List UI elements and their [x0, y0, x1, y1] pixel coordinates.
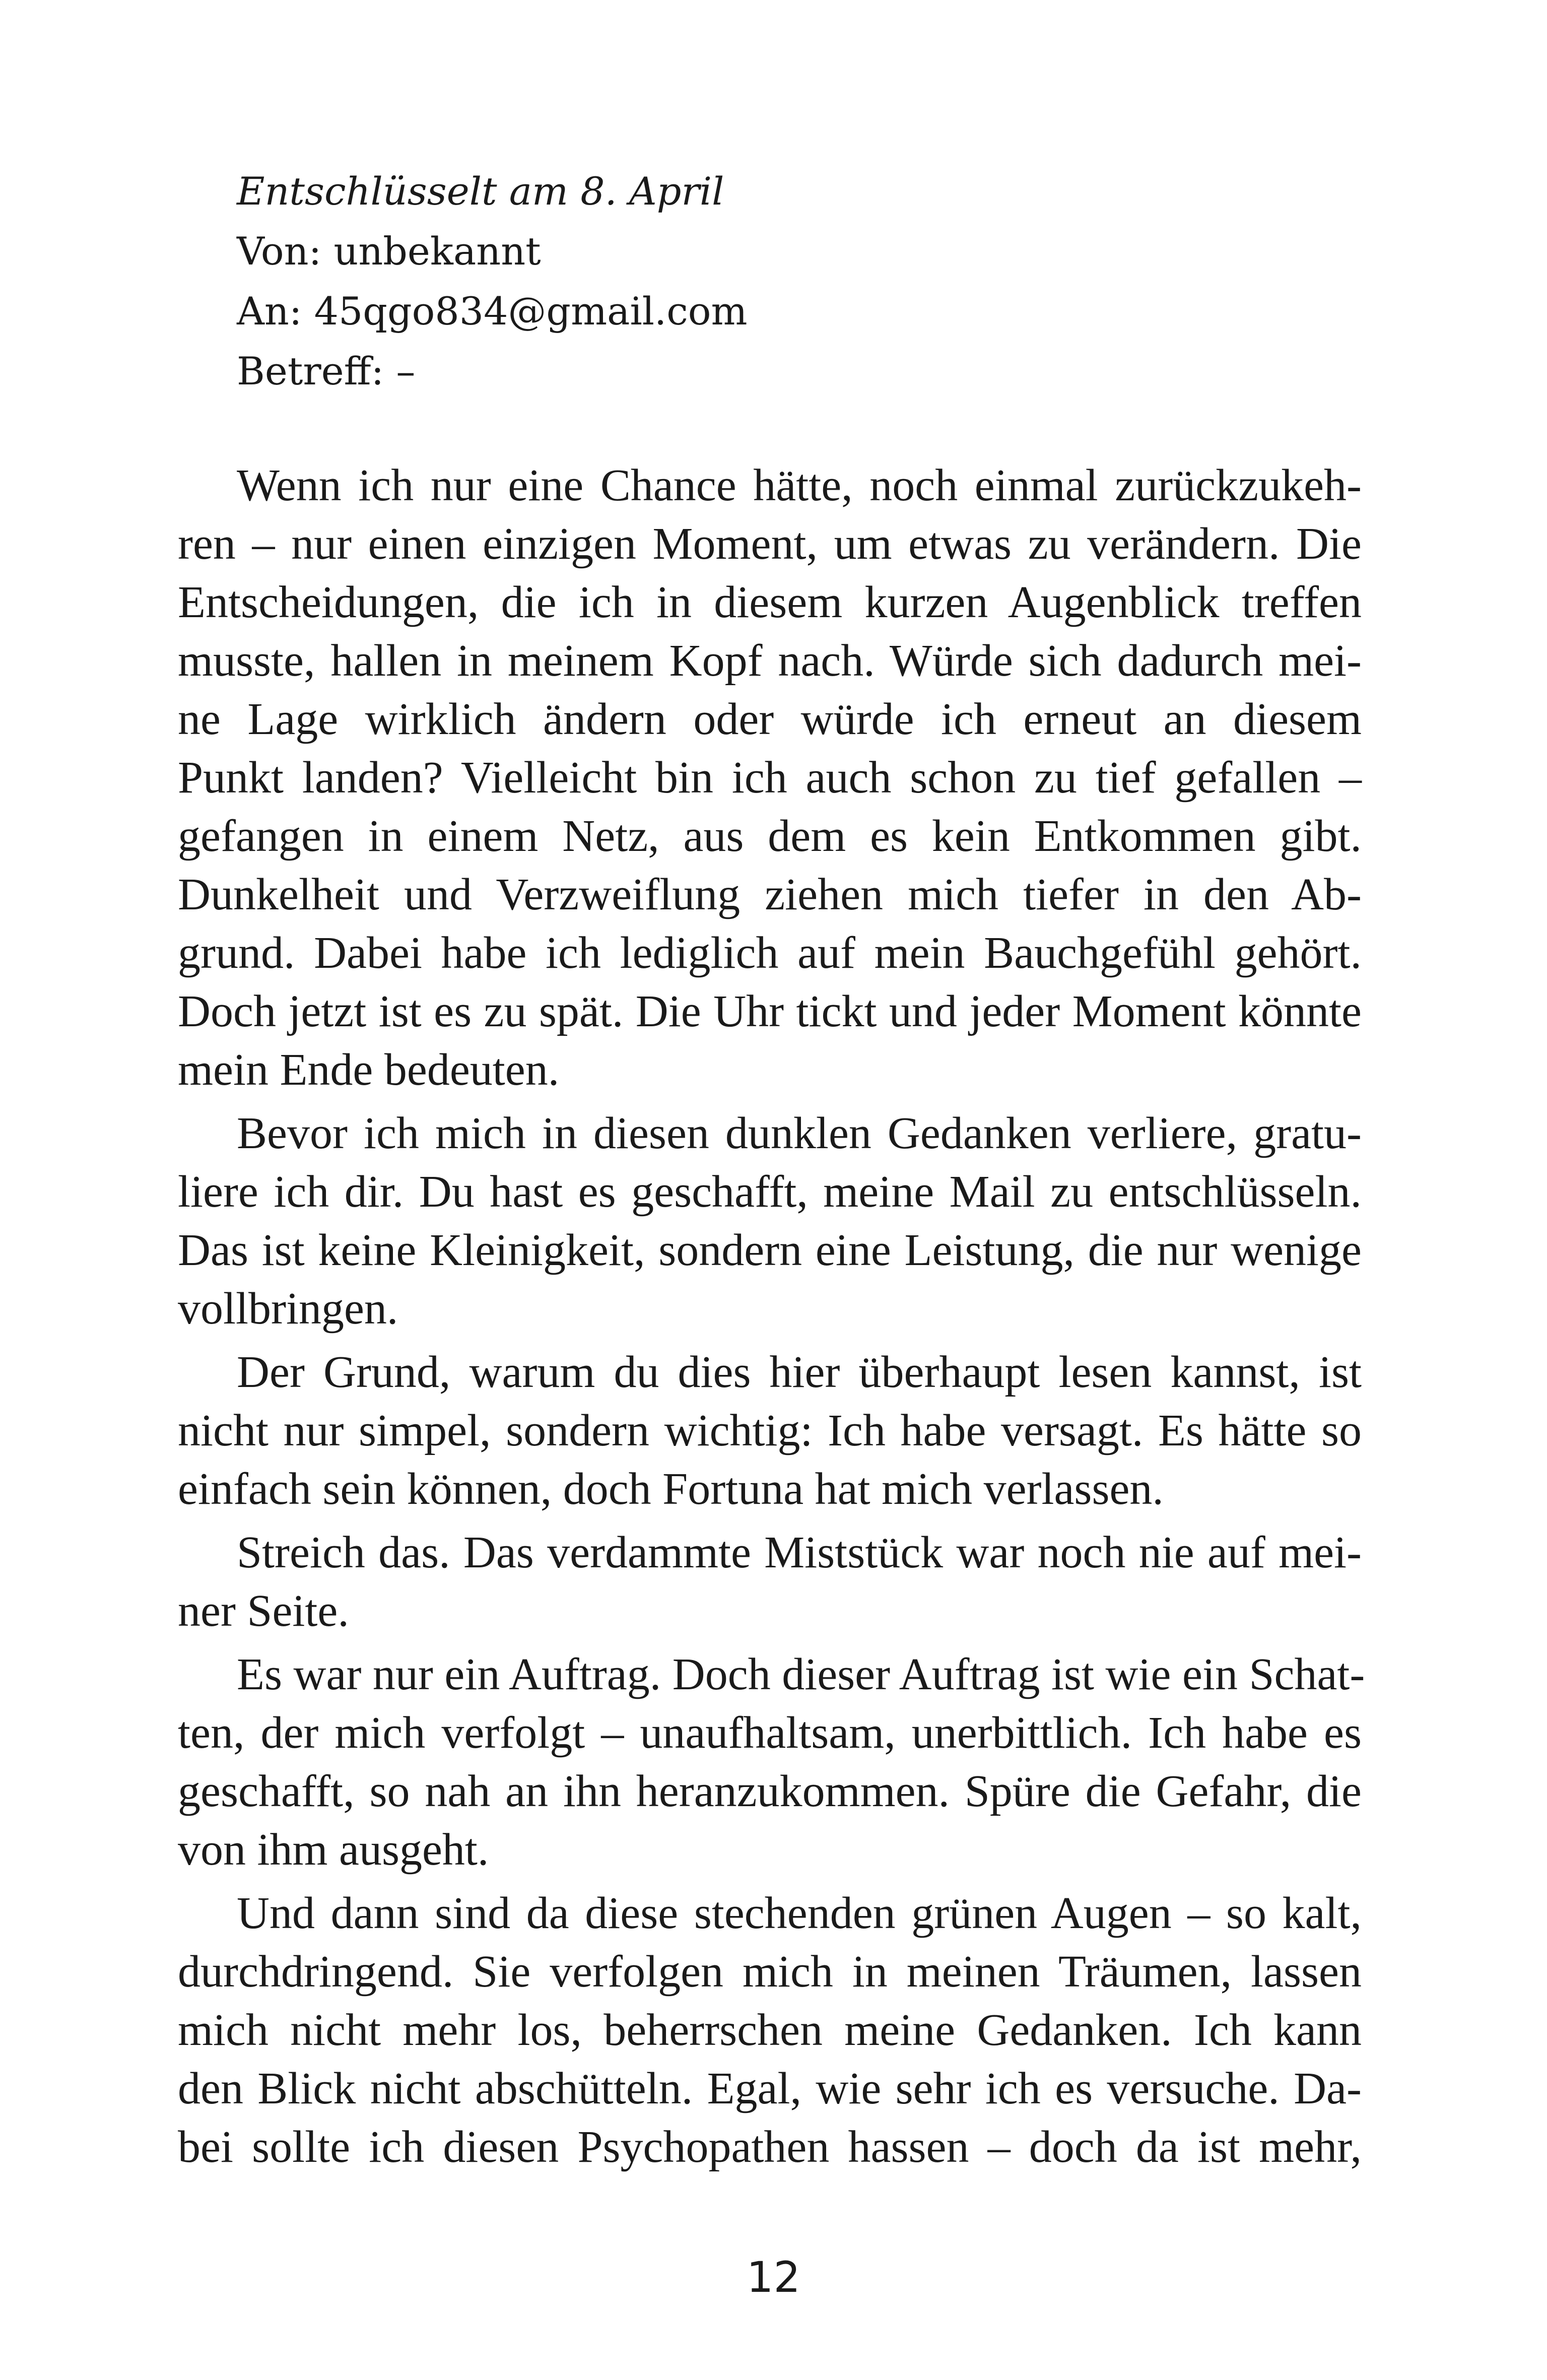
paragraph: [178, 1884, 1362, 2176]
text-line: ren – nur einen einzigen Moment, um etwas zu verändern. Die: [178, 519, 1362, 569]
text-line: ne Lage wirklich ändern oder würde ich erneut an diesem: [178, 694, 1362, 744]
text-line: Das ist keine Kleinigkeit, sondern eine Leistung, die nur wenige: [178, 1225, 1362, 1275]
text-line: liere ich dir. Du hast es geschafft, meine Mail zu entschlüsseln.: [178, 1167, 1362, 1217]
text-line: musste, hallen in meinem Kopf nach. Würde sich dadurch mei-: [178, 636, 1362, 686]
text-line: gefangen in einem Netz, aus dem es kein Entkommen gibt.: [178, 811, 1362, 861]
text-line: Es war nur ein Auftrag. Doch dieser Auftrag ist wie ein Schat-: [237, 1649, 1365, 1699]
paragraph: [178, 1104, 1362, 1338]
paragraph: [178, 1524, 1362, 1640]
paragraph: [178, 1343, 1362, 1518]
text-line: grund. Dabei habe ich lediglich auf mein Bauchgefühl gehört.: [178, 928, 1362, 978]
text-line: vollbringen.: [178, 1284, 398, 1334]
text-line: geschafft, so nah an ihn heranzukommen. Spüre die Gefahr, die: [178, 1766, 1362, 1816]
email-to: An: 45qgo834@gmail.com: [237, 289, 748, 334]
decryption-date: Entschlüsselt am 8. April: [237, 169, 724, 214]
text-line: den Blick nicht abschütteln. Egal, wie sehr ich es versuche. Da-: [178, 2064, 1362, 2113]
text-line: Streich das. Das verdammte Miststück war noch nie auf mei-: [237, 1528, 1362, 1577]
text-line: Dunkelheit und Verzweiflung ziehen mich tiefer in den Ab-: [178, 870, 1362, 919]
text-line: Bevor ich mich in diesen dunklen Gedanken verliere, gratu-: [237, 1108, 1362, 1158]
text-line: ten, der mich verfolgt – unaufhaltsam, unerbittlich. Ich habe es: [178, 1708, 1362, 1758]
paragraph: [178, 1645, 1365, 1879]
text-line: Entscheidungen, die ich in diesem kurzen Augenblick treffen: [178, 577, 1362, 627]
text-line: Wenn ich nur eine Chance hätte, noch einmal zurückzukeh-: [237, 460, 1362, 510]
text-line: mich nicht mehr los, beherrschen meine Gedanken. Ich kann: [178, 2005, 1362, 2055]
email-subject: Betreff: –: [237, 349, 416, 393]
text-line: Der Grund, warum du dies hier überhaupt lesen kannst, ist: [237, 1347, 1362, 1397]
text-line: mein Ende bedeuten.: [178, 1045, 560, 1095]
text-line: einfach sein können, doch Fortuna hat mich verlassen.: [178, 1464, 1164, 1514]
text-line: Punkt landen? Vielleicht bin ich auch schon zu tief gefallen –: [178, 753, 1362, 803]
email-body: [178, 456, 1365, 2181]
text-line: Doch jetzt ist es zu spät. Die Uhr tickt und jeder Moment könnte: [178, 986, 1362, 1036]
paragraph: [178, 456, 1362, 1099]
text-line: nicht nur simpel, sondern wichtig: Ich habe versagt. Es hätte so: [178, 1406, 1362, 1456]
email-from: Von: unbekannt: [237, 229, 541, 274]
text-line: ner Seite.: [178, 1586, 349, 1636]
page-number: 12: [747, 2253, 800, 2302]
text-line: Und dann sind da diese stechenden grünen Augen – so kalt,: [237, 1888, 1362, 1938]
text-line: durchdringend. Sie verfolgen mich in meinen Träumen, lassen: [178, 1947, 1362, 1997]
text-line: von ihm ausgeht.: [178, 1825, 489, 1875]
text-line: bei sollte ich diesen Psychopathen hassen – doch da ist mehr,: [178, 2122, 1362, 2172]
email-header: [237, 161, 1370, 401]
